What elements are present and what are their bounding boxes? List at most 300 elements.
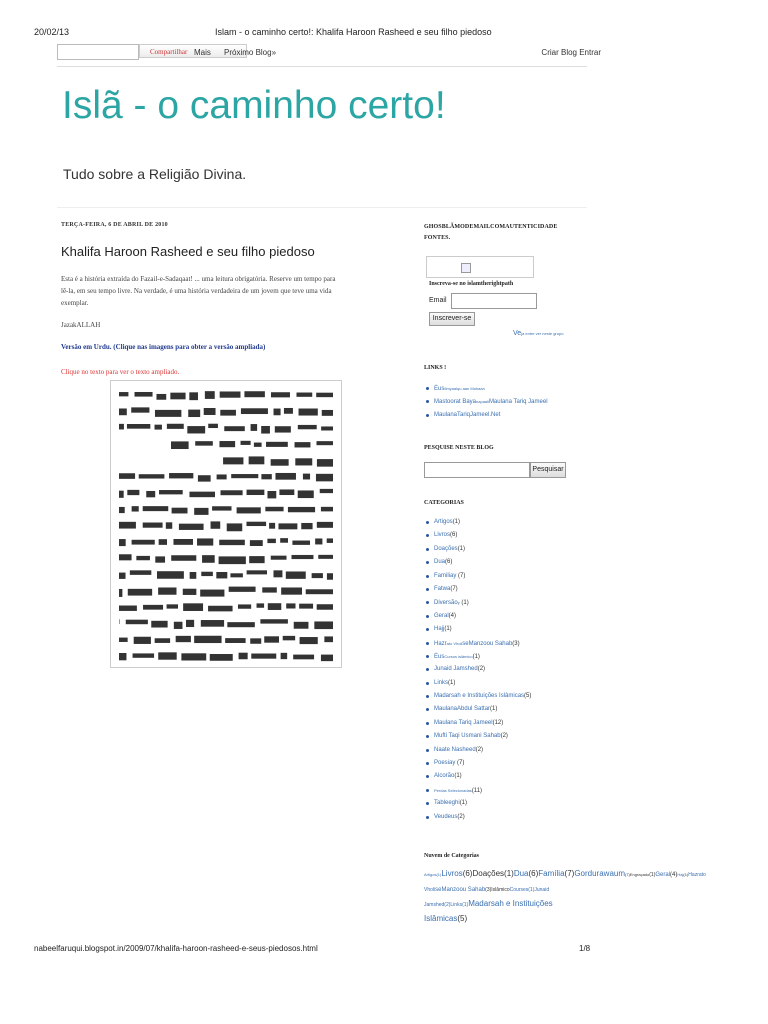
category-link[interactable]: Mufti Taqi Usmani Sahab	[434, 733, 501, 740]
cloud-count: (5)	[457, 914, 468, 923]
urdu-word-glyph	[155, 425, 162, 430]
urdu-word-glyph	[247, 570, 267, 574]
urdu-word-glyph	[134, 637, 151, 644]
urdu-word-glyph	[286, 603, 295, 608]
urdu-word-glyph	[315, 538, 322, 544]
category-link[interactable]: Veudeus	[434, 813, 458, 820]
post-intro: Esta é a história extraída do Fazail-e-Sadaqaat! ... uma leitura obrigatória. Reserve um tempo para lê-la, em seu tempo livre. Na verdade, é uma história verdadeira de um jovem que teve uma vida exemplar.	[61, 275, 336, 307]
urdu-word-glyph	[119, 522, 136, 529]
category-count: (5)	[524, 693, 532, 700]
cloud-tag[interactable]: Família	[538, 869, 565, 878]
urdu-word-glyph	[195, 441, 213, 445]
urdu-word-glyph	[205, 391, 215, 399]
site-description: Tudo sobre a Religião Divina.	[63, 166, 247, 182]
category-count: (2)	[457, 813, 465, 820]
urdu-word-glyph	[210, 654, 233, 661]
subscribe-button[interactable]: Inscrever-se	[429, 312, 475, 326]
urdu-word-glyph	[181, 653, 206, 660]
main-column	[57, 222, 387, 376]
urdu-word-glyph	[244, 391, 264, 397]
urdu-word-glyph	[262, 587, 277, 592]
urdu-word-glyph	[132, 506, 139, 511]
cloud-count: (7)	[564, 869, 575, 878]
urdu-word-glyph	[274, 409, 281, 416]
category-link[interactable]: Maulana Tariq Jameel	[434, 719, 493, 726]
urdu-word-glyph	[231, 474, 258, 478]
urdu-word-glyph	[132, 540, 155, 545]
category-link[interactable]: Livros	[434, 532, 451, 539]
category-item	[424, 543, 531, 556]
cloud-tag[interactable]: Madarsah e Instituições Islâmicas	[424, 899, 553, 923]
category-sub: y	[457, 600, 460, 606]
email-label: Email	[429, 297, 447, 304]
urdu-word-glyph	[166, 522, 172, 528]
site-title[interactable]: Islã - o caminho certo!	[62, 84, 446, 127]
urdu-word-glyph	[295, 442, 311, 447]
urdu-word-glyph	[130, 570, 151, 575]
urdu-word-glyph	[280, 538, 288, 543]
category-item	[424, 690, 531, 703]
urdu-word-glyph	[167, 604, 178, 608]
urdu-version-note: Versão em Urdu. (Clique nas imagens para obter a versão ampliada)	[61, 343, 266, 351]
cloud-count: Islâmico	[491, 887, 510, 893]
urdu-word-glyph	[241, 408, 268, 414]
urdu-word-glyph	[267, 539, 275, 543]
urdu-word-glyph	[321, 655, 333, 662]
category-item	[424, 770, 531, 783]
category-link[interactable]: Alcorão	[434, 773, 455, 780]
category-link[interactable]: Perdas Selecionadas	[434, 787, 472, 793]
urdu-word-glyph	[217, 474, 227, 479]
urdu-word-glyph	[155, 638, 170, 643]
urdu-word-glyph	[279, 489, 294, 495]
urdu-word-glyph	[281, 653, 288, 659]
urdu-word-glyph	[211, 521, 221, 528]
category-link[interactable]: Familiay	[434, 572, 457, 579]
urdu-word-glyph	[204, 408, 216, 415]
category-count: (12)	[492, 719, 504, 726]
category-item	[424, 650, 531, 663]
urdu-word-glyph	[219, 540, 245, 545]
urdu-word-glyph	[275, 426, 291, 432]
urdu-word-glyph	[283, 636, 295, 640]
category-sub: ato Vholi	[446, 640, 463, 646]
urdu-word-glyph	[133, 653, 154, 657]
urdu-word-glyph	[320, 489, 333, 493]
urdu-word-glyph	[127, 424, 150, 429]
cloud-title: Nuvem de Categorias	[424, 853, 479, 859]
urdu-word-glyph	[295, 458, 312, 465]
categories-title: CATEGORIAS	[424, 500, 464, 506]
urdu-word-glyph	[174, 622, 183, 629]
urdu-word-glyph	[179, 524, 204, 530]
urdu-word-glyph	[155, 410, 181, 417]
category-item	[424, 784, 531, 797]
cloud-tag[interactable]: Geral	[655, 872, 671, 878]
urdu-word-glyph	[221, 490, 243, 495]
urdu-word-glyph	[265, 507, 283, 511]
cloud-tag[interactable]: Artigos(1)	[424, 872, 442, 877]
urdu-word-glyph	[172, 508, 188, 514]
category-item	[424, 811, 531, 824]
urdu-word-glyph	[321, 507, 333, 512]
urdu-word-glyph	[202, 555, 215, 563]
category-item	[424, 703, 531, 716]
category-count: (4)	[448, 612, 457, 619]
urdu-word-glyph	[156, 394, 166, 400]
urdu-word-glyph	[216, 572, 227, 578]
urdu-word-glyph	[237, 507, 261, 513]
urdu-scan-image[interactable]	[110, 380, 342, 668]
urdu-word-glyph	[171, 441, 189, 449]
urdu-word-glyph	[271, 556, 287, 560]
urdu-word-glyph	[317, 522, 333, 528]
category-item	[424, 623, 531, 636]
urdu-word-glyph	[127, 490, 139, 495]
urdu-word-glyph	[321, 426, 333, 430]
urdu-word-glyph	[220, 391, 241, 397]
urdu-word-glyph	[119, 606, 137, 611]
urdu-word-glyph	[208, 606, 232, 612]
urdu-word-glyph	[227, 523, 243, 531]
urdu-word-glyph	[119, 589, 122, 597]
link-sub: Ilmyaalqu aan Muhaan	[444, 386, 485, 391]
urdu-word-glyph	[158, 587, 176, 594]
cloud-tag[interactable]: Dua	[513, 869, 529, 878]
urdu-word-glyph	[208, 424, 218, 428]
urdu-word-glyph	[316, 393, 333, 397]
urdu-word-glyph	[327, 573, 333, 579]
category-link[interactable]: Madarsah e Instituições Islâmicas	[434, 693, 525, 700]
category-count: (1)	[459, 800, 468, 807]
urdu-word-glyph	[317, 459, 333, 467]
cloud-count: (1)	[649, 872, 656, 878]
urdu-word-glyph	[230, 573, 242, 577]
urdu-word-glyph	[223, 457, 243, 464]
urdu-word-glyph	[241, 441, 251, 445]
category-link[interactable]: Artigos	[434, 519, 453, 525]
urdu-word-glyph	[260, 619, 288, 623]
category-item	[424, 583, 531, 596]
urdu-word-glyph	[201, 572, 213, 576]
urdu-word-glyph	[324, 636, 333, 642]
category-count: (7)	[450, 585, 458, 592]
category-count: (1)	[444, 626, 452, 633]
urdu-word-glyph	[271, 392, 290, 397]
urdu-word-glyph	[224, 426, 245, 431]
share-button[interactable]: Compartilhar	[139, 44, 247, 58]
urdu-word-glyph	[212, 506, 231, 510]
blogger-navbar	[57, 44, 601, 66]
cloud-tag[interactable]: Haj	[677, 872, 684, 877]
cloud-count: (1)	[504, 869, 514, 878]
link-item	[424, 395, 548, 408]
urdu-word-glyph	[288, 507, 315, 512]
urdu-word-glyph	[296, 393, 312, 397]
category-item	[424, 797, 531, 810]
urdu-word-glyph	[220, 410, 236, 416]
create-blog-login-link[interactable]: Criar Blog Entrar	[541, 48, 601, 57]
category-count: (1)	[472, 653, 480, 660]
urdu-word-glyph	[119, 408, 127, 415]
category-item	[424, 516, 531, 529]
urdu-word-glyph	[119, 653, 126, 660]
blog-search-button[interactable]: Pesquisar	[530, 462, 566, 478]
next-blog-link[interactable]: Próximo Blog»	[224, 48, 277, 57]
urdu-word-glyph	[143, 523, 163, 528]
urdu-word-glyph	[303, 474, 310, 480]
urdu-word-glyph	[194, 508, 208, 515]
urdu-word-glyph	[316, 474, 333, 482]
category-item	[424, 677, 531, 690]
category-item	[424, 637, 531, 650]
powered-small: ja entre ver neste grupo	[521, 331, 564, 336]
urdu-word-glyph	[225, 638, 245, 643]
link-anchor[interactable]: Mastoorat Baya	[434, 399, 477, 406]
urdu-word-glyph	[250, 540, 263, 546]
category-link[interactable]: Hazr	[434, 640, 447, 647]
urdu-word-glyph	[126, 620, 148, 625]
urdu-word-glyph	[298, 425, 317, 429]
urdu-word-glyph	[292, 555, 314, 559]
urdu-word-glyph	[155, 556, 165, 562]
urdu-word-glyph	[194, 636, 221, 643]
urdu-word-glyph	[131, 407, 149, 412]
category-count: (1)	[452, 519, 461, 525]
urdu-word-glyph	[186, 620, 194, 627]
urdu-word-glyph	[201, 620, 224, 627]
powered-main: Ve	[513, 330, 522, 337]
urdu-word-glyph	[300, 637, 318, 644]
urdu-word-glyph	[317, 604, 333, 610]
urdu-word-glyph	[249, 556, 264, 563]
more-link[interactable]: Mais	[194, 48, 211, 57]
urdu-word-glyph	[267, 491, 276, 498]
urdu-word-glyph	[271, 459, 289, 466]
category-link[interactable]: Junaid Jamshed	[434, 666, 478, 673]
urdu-word-glyph	[299, 409, 318, 416]
category-link[interactable]: Links	[434, 679, 449, 686]
category-item	[424, 570, 531, 583]
urdu-word-glyph	[292, 541, 310, 545]
urdu-word-glyph	[159, 490, 183, 494]
category-link[interactable]: Ėus	[434, 653, 445, 660]
category-link[interactable]: Dua	[434, 559, 446, 566]
blog-search-input[interactable]	[424, 462, 530, 478]
urdu-word-glyph	[229, 587, 256, 592]
navbar-divider	[57, 66, 587, 67]
click-instruction: Clique no texto para ver o texto ampliado.	[61, 368, 180, 376]
links-list	[424, 382, 548, 422]
urdu-word-glyph	[119, 638, 128, 642]
urdu-scan-lines	[111, 381, 341, 667]
urdu-word-glyph	[167, 424, 184, 429]
category-item	[424, 610, 531, 623]
urdu-word-glyph	[135, 392, 153, 397]
print-title: Islam - o caminho certo!: Khalifa Haroon Rasheed e seu filho piedoso	[215, 27, 492, 37]
urdu-word-glyph	[318, 555, 333, 559]
urdu-word-glyph	[119, 573, 126, 579]
category-link[interactable]: Poesiay	[434, 760, 456, 767]
urdu-word-glyph	[239, 653, 248, 660]
urdu-word-glyph	[151, 621, 167, 628]
urdu-word-glyph	[183, 589, 197, 595]
urdu-word-glyph	[266, 442, 288, 447]
cloud-count: (3)	[485, 887, 492, 893]
header-divider	[57, 207, 587, 208]
category-link[interactable]: Hajj	[434, 626, 445, 633]
urdu-word-glyph	[219, 441, 235, 447]
urdu-word-glyph	[257, 603, 265, 607]
print-date: 20/02/13	[34, 27, 70, 37]
footer-page: 1/8	[579, 944, 591, 953]
cloud-tag[interactable]: Courses(1)Junaid Jamshed(2)Links(1)	[424, 887, 550, 908]
urdu-word-glyph	[249, 456, 265, 464]
cloud-tag[interactable]: Gordurawaum	[574, 869, 625, 878]
categories-list	[424, 516, 531, 824]
urdu-word-glyph	[301, 523, 312, 529]
urdu-word-glyph	[316, 441, 333, 445]
urdu-word-glyph	[143, 506, 169, 511]
urdu-word-glyph	[278, 523, 297, 529]
category-count: (1)	[454, 773, 462, 780]
cloud-count: (1)	[683, 872, 689, 877]
urdu-word-glyph	[119, 473, 135, 479]
urdu-word-glyph	[299, 604, 313, 609]
urdu-word-glyph	[312, 573, 323, 578]
post-signature: JazakALLAH	[61, 321, 101, 329]
link-anchor[interactable]: MaulanaTariqJameel.Net	[434, 411, 501, 418]
urdu-word-glyph	[188, 410, 200, 417]
urdu-word-glyph	[189, 392, 198, 400]
urdu-word-glyph	[314, 621, 333, 629]
urdu-word-glyph	[119, 491, 124, 498]
cloud-count: (7)Engraçado	[625, 872, 650, 877]
urdu-word-glyph	[187, 426, 205, 433]
category-link[interactable]: Geral	[434, 612, 449, 619]
urdu-word-glyph	[136, 556, 150, 560]
urdu-word-glyph	[294, 622, 309, 629]
category-link[interactable]: seManzoou Sahab	[462, 640, 513, 647]
urdu-word-glyph	[159, 539, 167, 545]
category-link[interactable]: Naate Nasheed	[434, 746, 476, 753]
urdu-word-glyph	[119, 539, 126, 546]
cloud-count: (4)	[670, 872, 678, 878]
category-link[interactable]: MaulanaAbdul Sattar	[434, 706, 491, 713]
urdu-word-glyph	[146, 491, 155, 497]
urdu-word-glyph	[139, 474, 165, 478]
urdu-word-glyph	[170, 393, 185, 400]
urdu-word-glyph	[247, 490, 265, 495]
urdu-word-glyph	[293, 655, 314, 660]
link-sub: napaali	[476, 399, 489, 405]
urdu-word-glyph	[119, 392, 128, 396]
category-link[interactable]: Tableeghi	[434, 800, 460, 807]
urdu-word-glyph	[246, 522, 266, 526]
subscribe-label: Inscreva-se no islamtherightpath	[429, 281, 514, 287]
category-count: (1)	[490, 706, 498, 713]
urdu-word-glyph	[284, 408, 293, 414]
source-note: GHOSBLÃMODEMAILCOMAUTENTICIDADE FONTES.	[424, 224, 558, 241]
urdu-word-glyph	[219, 556, 246, 564]
urdu-word-glyph	[189, 492, 215, 498]
category-link[interactable]: Diversão	[434, 600, 458, 607]
category-count: (1)	[457, 545, 466, 552]
category-link[interactable]: Fatwa	[434, 585, 451, 592]
urdu-word-glyph	[273, 570, 282, 577]
urdu-word-glyph	[158, 652, 176, 659]
broken-image-icon	[461, 263, 471, 273]
urdu-word-glyph	[281, 587, 302, 594]
urdu-word-glyph	[157, 571, 184, 579]
category-item	[424, 529, 531, 542]
link-anchor[interactable]: Maulana Tariq Jameel	[488, 399, 548, 406]
navbar-search-input[interactable]	[57, 44, 139, 60]
link-anchor[interactable]: Ėus	[434, 386, 445, 392]
urdu-word-glyph	[298, 490, 314, 498]
urdu-word-glyph	[198, 475, 211, 481]
category-item	[424, 730, 531, 743]
post-date: TERÇA-FEIRA, 6 DE ABRIL DE 2010	[61, 222, 168, 228]
urdu-word-glyph	[275, 473, 295, 480]
search-title: PESQUISE NESTE BLOG	[424, 445, 494, 451]
category-count: (6)	[450, 532, 458, 539]
category-cloud	[424, 866, 706, 924]
links-title: LINKS !	[424, 365, 447, 371]
urdu-word-glyph	[327, 538, 333, 542]
link-item	[424, 409, 548, 422]
category-count: (7)	[456, 572, 466, 579]
email-input[interactable]	[451, 293, 537, 309]
post-title[interactable]: Khalifa Haroon Rasheed e seu filho piedoso	[61, 244, 315, 259]
category-sub: Cursos islâmico	[444, 653, 473, 659]
urdu-word-glyph	[268, 603, 281, 610]
urdu-word-glyph	[238, 604, 251, 608]
category-count: (6)	[445, 559, 453, 566]
cloud-tag[interactable]: Livros	[441, 869, 463, 878]
urdu-word-glyph	[119, 424, 124, 430]
urdu-word-glyph	[171, 555, 196, 561]
urdu-word-glyph	[173, 539, 193, 545]
urdu-word-glyph	[200, 590, 224, 597]
cloud-tag[interactable]: seManzoou Sahab	[435, 887, 486, 893]
category-count: (7)	[455, 760, 465, 767]
category-item	[424, 744, 531, 757]
urdu-word-glyph	[128, 589, 152, 596]
category-link[interactable]: Doações	[434, 545, 458, 552]
category-count: (2)	[475, 746, 484, 753]
category-item	[424, 717, 531, 730]
category-item	[424, 757, 531, 770]
powered-link[interactable]	[513, 330, 563, 337]
cloud-count: (6)	[528, 869, 539, 878]
feed-image-box[interactable]	[426, 256, 534, 278]
urdu-word-glyph	[261, 474, 271, 479]
urdu-word-glyph	[119, 554, 132, 560]
footer-url: nabeelfaruqui.blogspot.in/2009/07/khalifa-haroon-rasheed-e-seus-piedosos.html	[34, 944, 318, 953]
urdu-word-glyph	[322, 410, 333, 416]
urdu-word-glyph	[197, 538, 213, 545]
urdu-word-glyph	[176, 636, 191, 642]
urdu-word-glyph	[190, 572, 197, 579]
urdu-word-glyph	[251, 654, 276, 659]
urdu-word-glyph	[183, 603, 203, 611]
urdu-word-glyph	[261, 426, 270, 434]
cloud-tag[interactable]: Hazrato Vholi	[424, 872, 706, 893]
category-count: (11)	[471, 787, 483, 794]
urdu-word-glyph	[119, 507, 125, 513]
link-item	[424, 382, 548, 395]
